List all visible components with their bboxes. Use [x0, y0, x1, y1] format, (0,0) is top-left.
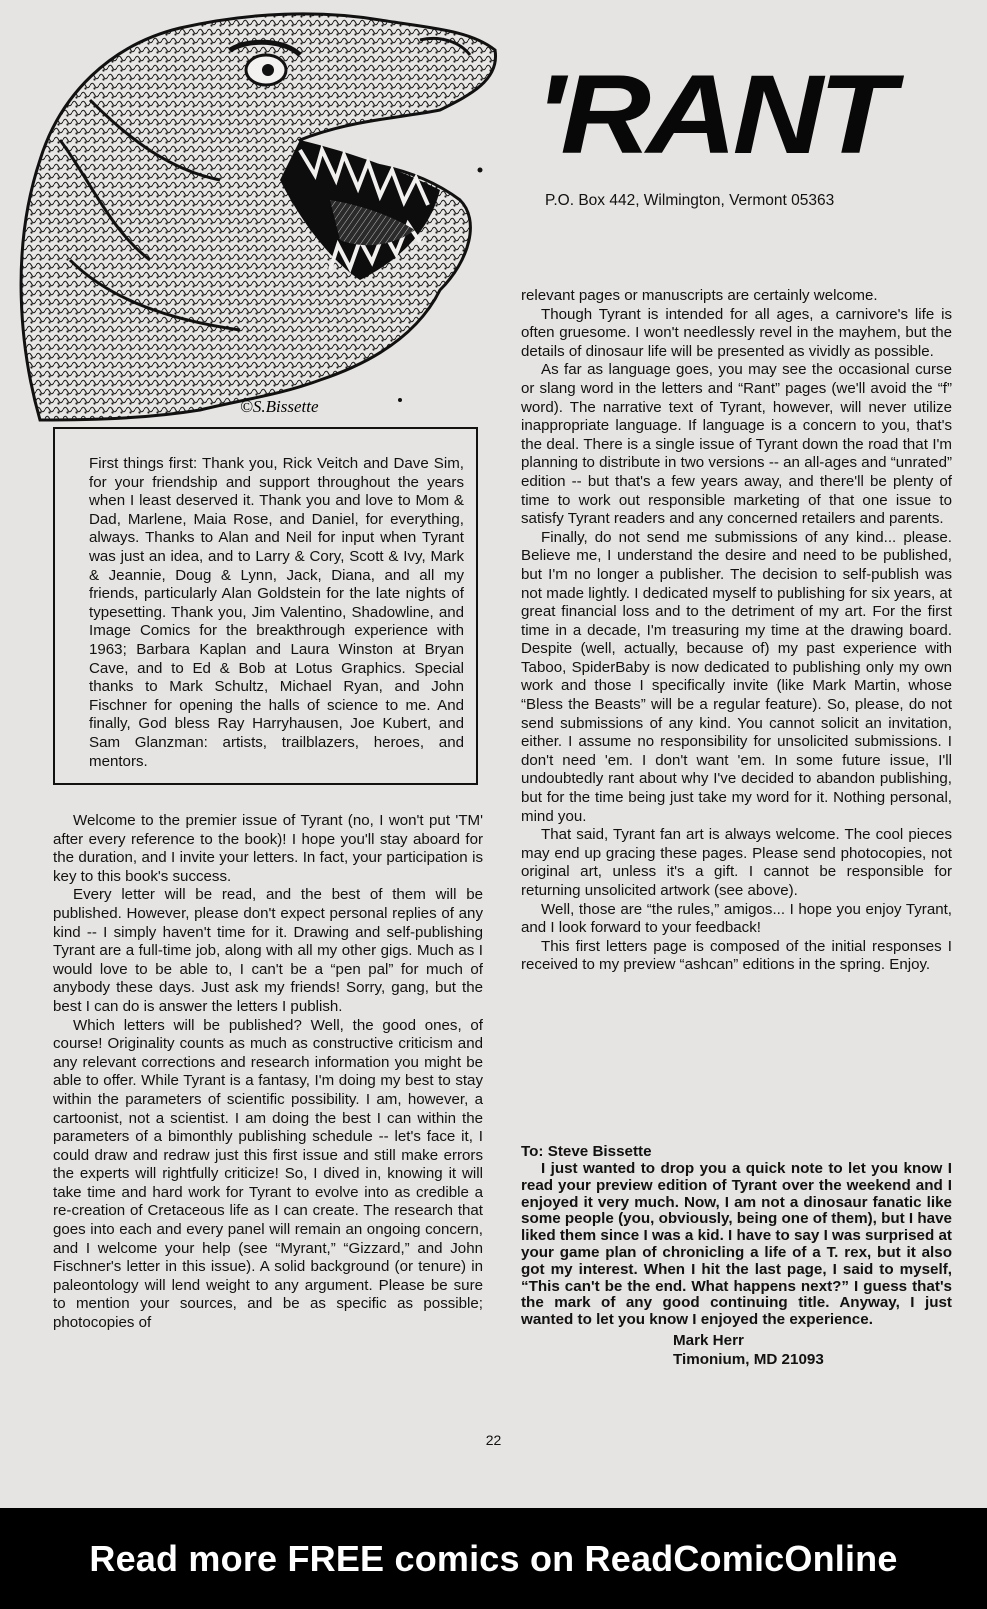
paragraph: Finally, do not send me submissions of any kind... please. Believe me, I understand the desire and need to be published, but I'm no longer a publisher. The decision to self-publish was not made lightly. I dedicated myself to publishing for six years, at great financial loss and to the detriment of my art. For the first time in a decade, I'm treasuring my time at the drawing board. Despite (well, actually, because of) my past experience with Taboo, SpiderBaby is now dedicated to publishing only my own work and those I specifically invite (like Mark Martin, whose “Bless the Beasts” will be a regular feature). So, please, do not send submissions of any kind. You cannot solicit an invitation, either. I assume no responsibility for unsolicited submissions. I don't need 'em. I don't want 'em. In some future issue, I'll undoubtedly rant about why I've decided to abandon publishing, but for the time being just take my word for it. Nothing personal, mind you.	[521, 528, 952, 825]
right-column	[521, 287, 952, 975]
reader-letter	[521, 1143, 952, 1369]
paragraph: Though Tyrant is intended for all ages, a carnivore's life is often gruesome. I won't needlessly revel in the mayhem, but the details of dinosaur life will be presented as vividly as possible.	[521, 305, 952, 360]
promo-banner[interactable]: Read more FREE comics on ReadComicOnline	[0, 1508, 987, 1609]
letter-body: I just wanted to drop you a quick note to let you know I read your preview edition of Tyrant over the weekend and I enjoyed it very much. Now, I am not a dinosaur fanatic like some people (you, obviously, being one of them), but I have liked them since I was a kid. I have to say I was surprised at your game plan of chronicling a life of a T. rex, but it also got my interest. When I hit the last page, I said to myself, “This can't be the end. What happens next?” I guess that's the mark of any good continuing title. Anyway, I just wanted to let you know I enjoyed the experience.	[521, 1160, 952, 1329]
signature-place: Timonium, MD 21093	[673, 1350, 824, 1368]
paragraph: Every letter will be read, and the best of them will be published. However, please don't expect personal replies of any kind -- I simply haven't time for it. Drawing and self-publishing Tyrant are a full-time job, along with all my other gigs. Much as I would love to be able to, I can't be a “pen pal” for much of anybody these days. Just ask my friends! Sorry, gang, but the best I can do is answer the letters I publish.	[53, 886, 483, 1015]
tyrannosaurus-illustration	[0, 0, 500, 430]
left-column	[53, 812, 483, 1333]
paragraph: Welcome to the premier issue of Tyrant (no, I won't put 'TM' after every reference to the book)! I hope you'll stay aboard for the duration, and I invite your letters. In fact, your participation is key to this book's success.	[53, 812, 483, 885]
acknowledgements-box	[53, 427, 478, 785]
artist-signature: ©S.Bissette	[240, 397, 319, 416]
paragraph: Well, those are “the rules,” amigos... I hope you enjoy Tyrant, and I look forward to your feedback!	[521, 900, 952, 937]
paragraph-continuation: relevant pages or manuscripts are certainly welcome.	[521, 287, 878, 304]
paragraph: As far as language goes, you may see the occasional curse or slang word in the letters and “Rant” pages (we'll avoid the “f” word). The narrative text of Tyrant, however, will never utilize inappropriate language. If language is a concern to you, that's the deal. There is a single issue of Tyrant down the road that I'm planning to distribute in two versions -- an all-ages and “unrated” edition -- but that's a few years away, and there'll be plenty of time to work out responsible marketing of that one issue to satisfy Tyrant readers and any concerned retailers and parents.	[521, 361, 952, 528]
paragraph: That said, Tyrant fan art is always welcome. The cool pieces may end up gracing these pages. Please send photocopies, not original art, unless it's a gift. I cannot be responsible for returning unsolicited artwork (see above).	[521, 826, 952, 899]
paragraph: Which letters will be published? Well, the good ones, of course! Originality counts as much as constructive criticism and any relevant corrections and research information you might be able to offer. While Tyrant is a fantasy, I'm doing my best to stay within the parameters of scientific possibility. I am, however, a cartoonist, not a scientist. I am doing the best I can within the parameters of a bimonthly publishing schedule -- let's face it, I could draw and redraw just this first issue and still make errors the experts will rightfully criticize! So, I dived in, knowing it will take time and hard work for Tyrant to evolve into as credible a re-creation of Cretaceous life as I can create. The research that goes into each and every panel will remain an ongoing concern, and I welcome your help (see “Myrant,” “Gizzard,” and John Fischner's letter in this issue). A solid background (or tenure) in paleontology will lend weight to any argument. Please be sure to mention your sources, and be as specific as possible; photocopies of	[53, 1016, 483, 1332]
mailing-address: P.O. Box 442, Wilmington, Vermont 05363	[545, 192, 835, 209]
letter-addressee: To: Steve Bissette	[521, 1143, 652, 1160]
signature-name: Mark Herr	[673, 1331, 744, 1349]
acknowledgements-paragraph: First things first: Thank you, Rick Veitch and Dave Sim, for your friendship and support throughout the years when I least deserved it. Thank you and love to Mom & Dad, Marlene, Maia Rose, and Daniel, for everything, always. Thanks to Alan and Neil for input when Tyrant was just an idea, and to Larry & Cory, Scott & Ivy, Mark & Jeannie, Doug & Lynn, Jack, Diana, and all my friends, particularly Alan Goldstein for the late nights of typesetting. Thank you, Jim Valentino, Shadowline, and Image Comics for the breakthrough experience with 1963; Barbara Kaplan and Laura Winston at Bryan Cave, and to Ed & Bob at Lotus Graphics. Special thanks to Mark Schultz, Michael Ryan, and John Fischner for opening the halls of science to me. And finally, God bless Ray Harryhausen, Joe Kubert, and Sam Glanzman: artists, trailblazers, heroes, and mentors.	[89, 455, 464, 770]
page-number: 22	[485, 1432, 502, 1448]
letter-signature	[673, 1331, 952, 1369]
paragraph: This first letters page is composed of the initial responses I received to my preview “ashcan” editions in the spring. Enjoy.	[521, 937, 952, 974]
rant-logo: 'RANT	[535, 52, 891, 177]
